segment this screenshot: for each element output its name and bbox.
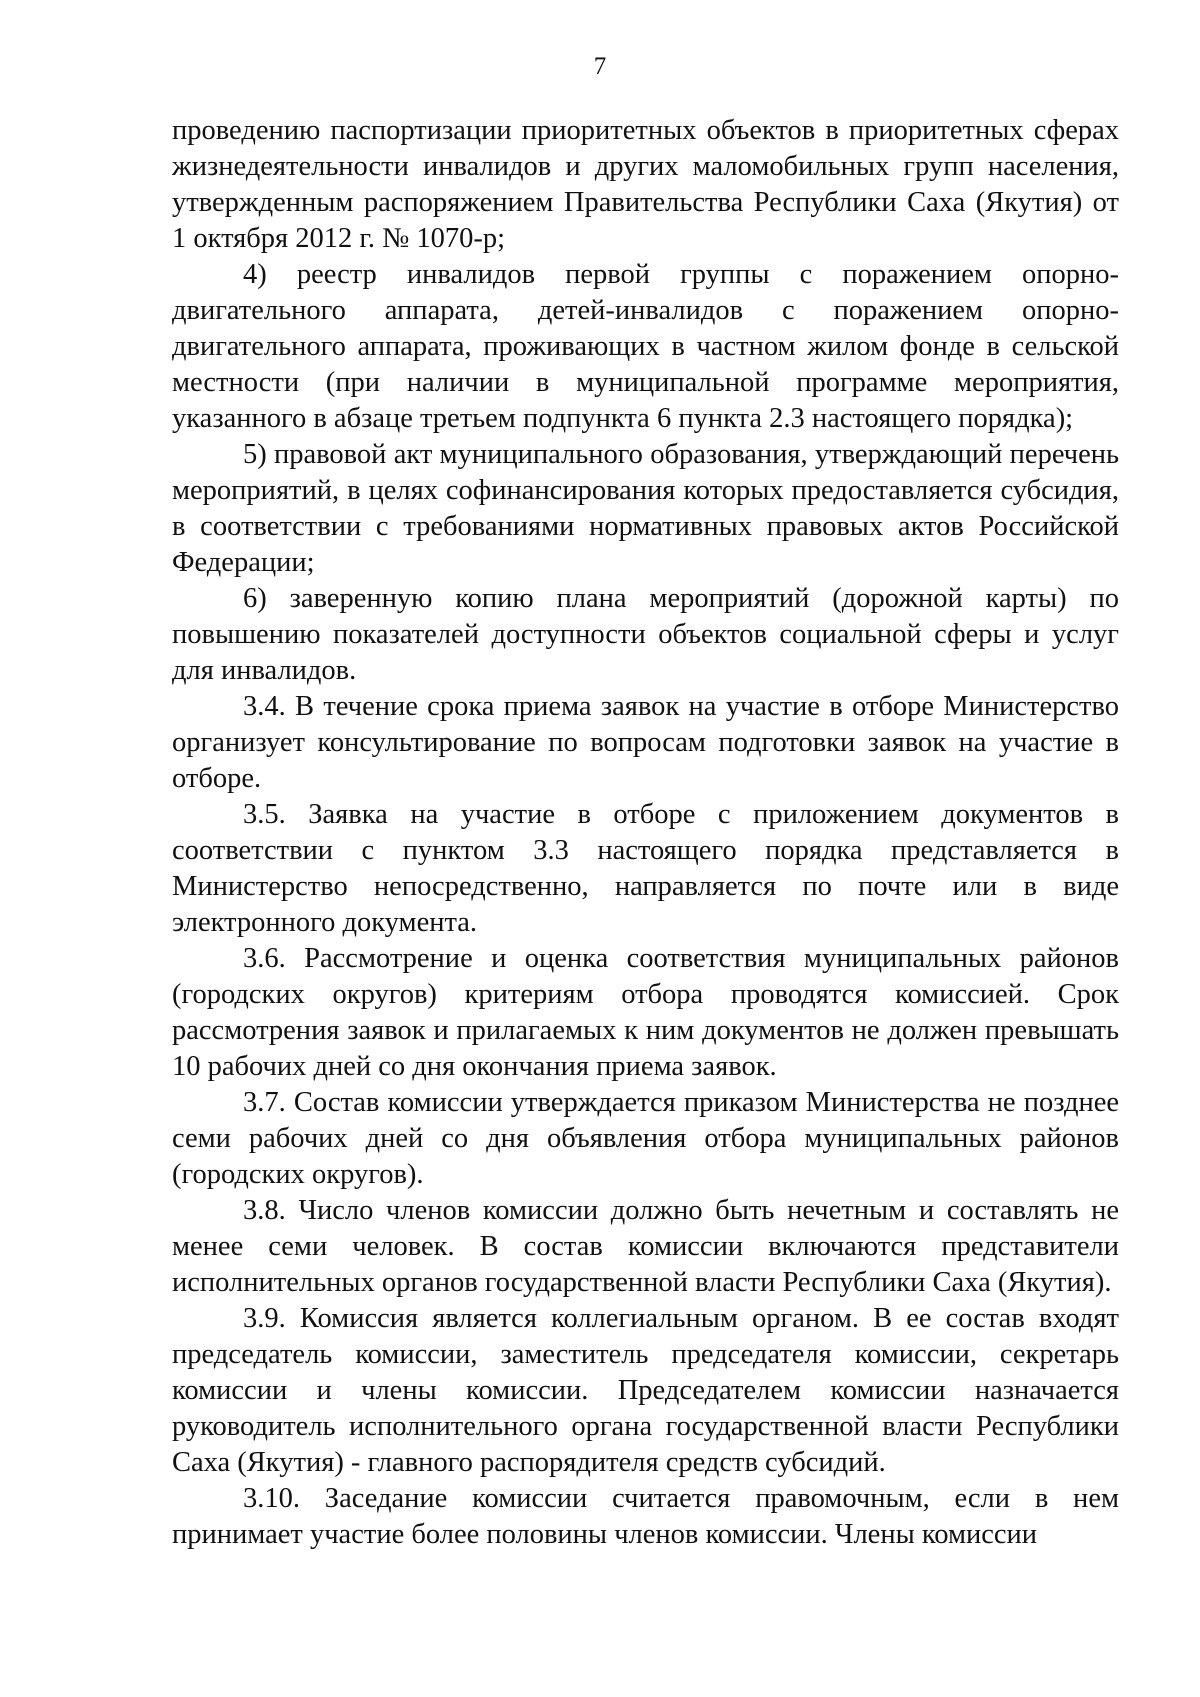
paragraph-item-5: 5) правовой акт муниципального образования, утверждающий перечень мероприятий, в целях софинансирования которых предоставляется субсидия, в соответствии с требованиями нормативных правовых актов Российской Федерации; xyxy=(172,439,1119,578)
paragraph-3-9: 3.9. Комиссия является коллегиальным органом. В ее состав входят председатель комиссии, заместитель председателя комиссии, секретарь комиссии и члены комиссии. Председателем комиссии назначается руководитель исполнительного органа государственной власти Республики Саха (Якутия) - главного распорядителя средств субсидий. xyxy=(172,1303,1119,1478)
page-number: 7 xyxy=(593,53,607,80)
paragraph-3-10: 3.10. Заседание комиссии считается правомочным, если в нем принимает участие более половины членов комиссии. Члены комиссии xyxy=(172,1483,1119,1550)
paragraph-3-8: 3.8. Число членов комиссии должно быть нечетным и составлять не менее семи человек. В состав комиссии включаются представители исполнительных органов государственной власти Республики Саха (Якутия). xyxy=(172,1195,1119,1298)
paragraph-item-4: 4) реестр инвалидов первой группы с поражением опорно-двигательного аппарата, детей-инвалидов с поражением опорно-двигательного аппарата, проживающих в частном жилом фонде в сельской местности (при наличии в муниципальной программе мероприятия, указанного в абзаце третьем подпункта 6 пункта 2.3 настоящего порядка); xyxy=(172,259,1119,434)
paragraph-3-4: 3.4. В течение срока приема заявок на участие в отборе Министерство организует консультирование по вопросам подготовки заявок на участие в отборе. xyxy=(172,691,1119,794)
paragraph-3-6: 3.6. Рассмотрение и оценка соответствия муниципальных районов (городских округов) критериям отбора проводятся комиссией. Срок рассмотрения заявок и прилагаемых к ним документов не должен превышать 10 рабочих дней со дня окончания приема заявок. xyxy=(172,943,1119,1082)
document-body xyxy=(172,113,1119,1553)
paragraph-3-5: 3.5. Заявка на участие в отборе с приложением документов в соответствии с пунктом 3.3 настоящего порядка представляется в Министерство непосредственно, направляется по почте или в виде электронного документа. xyxy=(172,799,1119,938)
paragraph-item-6: 6) заверенную копию плана мероприятий (дорожной карты) по повышению показателей доступности объектов социальной сферы и услуг для инвалидов. xyxy=(172,583,1119,686)
paragraph-continuation: проведению паспортизации приоритетных объектов в приоритетных сферах жизнедеятельности инвалидов и других маломобильных групп населения, утвержденным распоряжением Правительства Республики Саха (Якутия) от 1 октября 2012 г. № 1070-р; xyxy=(172,115,1119,254)
paragraph-3-7: 3.7. Состав комиссии утверждается приказом Министерства не позднее семи рабочих дней со дня объявления отбора муниципальных районов (городских округов). xyxy=(172,1087,1119,1190)
